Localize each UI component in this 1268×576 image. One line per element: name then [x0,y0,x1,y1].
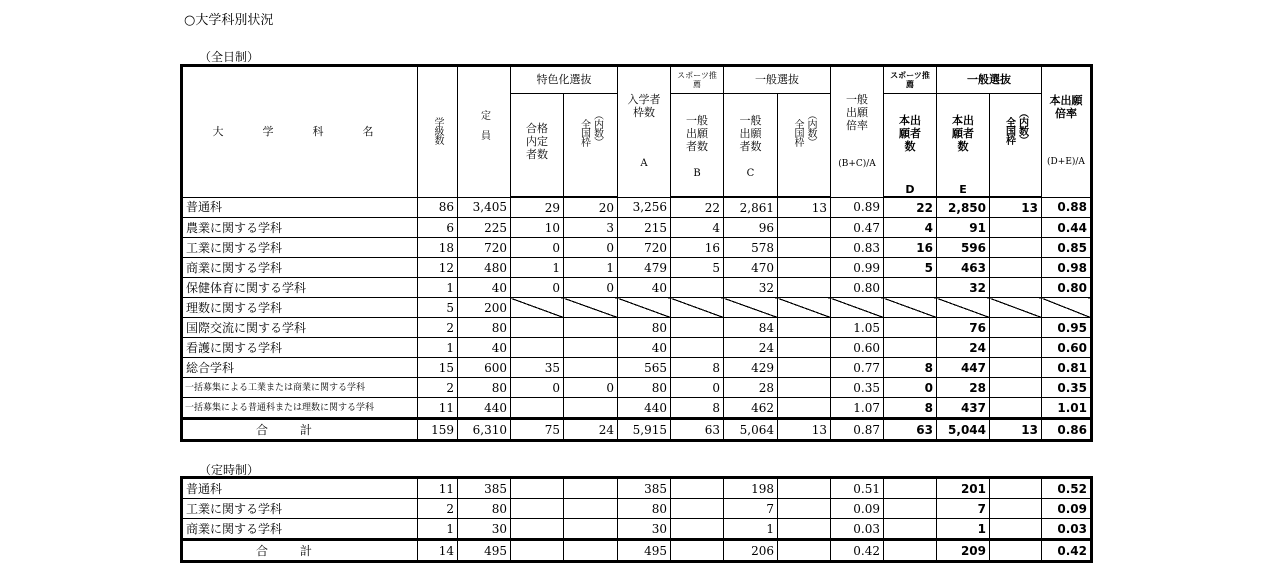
data-cell [564,338,618,358]
data-cell: 565 [618,358,671,378]
data-cell [990,298,1042,318]
data-cell: 0 [511,238,564,258]
data-cell: 2,850 [937,197,990,218]
data-cell: 80 [618,378,671,398]
data-cell [937,298,990,318]
data-cell [990,499,1042,519]
data-cell: 2 [418,499,458,519]
data-cell: 5 [671,258,724,278]
data-cell: 40 [618,338,671,358]
fulltime-table [180,64,1093,442]
data-cell: 13 [778,197,831,218]
data-cell: 720 [618,238,671,258]
data-cell: 1.01 [1042,398,1092,419]
data-cell: 16 [671,238,724,258]
data-cell: 75 [511,419,564,441]
table-row [182,318,1092,338]
data-cell [884,478,937,499]
data-cell: 159 [418,419,458,441]
data-cell: 600 [458,358,511,378]
data-cell: 0 [564,378,618,398]
data-cell [990,278,1042,298]
data-cell: 1 [937,519,990,540]
data-cell [778,358,831,378]
data-cell: 429 [724,358,778,378]
data-cell: 447 [937,358,990,378]
data-cell [564,318,618,338]
data-cell [564,540,618,562]
data-cell: 578 [724,238,778,258]
row-name-cell: 農業に関する学科 [182,218,418,238]
data-cell: 0.85 [1042,238,1092,258]
data-cell: 29 [511,197,564,218]
table-row [182,499,1092,519]
data-cell: 15 [418,358,458,378]
data-cell [990,338,1042,358]
data-cell: 0.80 [831,278,884,298]
data-cell: 495 [618,540,671,562]
row-name-cell: 看護に関する学科 [182,338,418,358]
data-cell [778,499,831,519]
data-cell [778,519,831,540]
data-cell [671,278,724,298]
data-cell: 8 [884,398,937,419]
data-cell: 0.99 [831,258,884,278]
data-cell: 22 [671,197,724,218]
data-cell: 80 [458,499,511,519]
table-total-row [182,540,1092,562]
data-cell [618,298,671,318]
data-cell [990,540,1042,562]
data-cell: 437 [937,398,990,419]
data-cell [990,478,1042,499]
data-cell: 0.77 [831,358,884,378]
data-cell: 0.98 [1042,258,1092,278]
data-cell: 0.47 [831,218,884,238]
data-cell: 22 [884,197,937,218]
data-cell: 11 [418,478,458,499]
data-cell [671,519,724,540]
data-cell: 14 [418,540,458,562]
data-cell [778,338,831,358]
table-row [182,238,1092,258]
data-cell [511,478,564,499]
data-cell [990,238,1042,258]
data-cell: 0 [564,278,618,298]
fulltime-body [182,197,1092,441]
data-cell [671,298,724,318]
data-cell: 0.52 [1042,478,1092,499]
header-row-1 [182,66,1092,94]
col-header-general-ratio: 一般出願倍率 (B+C)/A [831,66,884,198]
row-name-cell: 合計 [182,419,418,441]
data-cell [671,338,724,358]
data-cell [778,238,831,258]
data-cell: 385 [618,478,671,499]
data-cell: 198 [724,478,778,499]
parttime-label: （定時制） [199,463,260,477]
row-name-cell: 工業に関する学科 [182,499,418,519]
data-cell: 720 [458,238,511,258]
row-name-cell: 理数に関する学科 [182,298,418,318]
data-cell: 8 [671,358,724,378]
data-cell: 76 [937,318,990,338]
data-cell: 440 [618,398,671,419]
data-cell [778,318,831,338]
data-cell [884,499,937,519]
data-cell: 0.86 [1042,419,1092,441]
data-cell: 1 [564,258,618,278]
col-header-capacity: 定員 [458,66,511,198]
data-cell: 0.95 [1042,318,1092,338]
row-name-cell: 保健体育に関する学科 [182,278,418,298]
data-cell: 0 [511,278,564,298]
col-header-name: 大 学 科 名 [182,66,418,198]
data-cell: 3 [564,218,618,238]
data-cell [511,519,564,540]
data-cell [990,358,1042,378]
data-cell [564,499,618,519]
data-cell: 11 [418,398,458,419]
data-cell [884,278,937,298]
group-header-final-general: 一般選抜 [937,66,1042,94]
data-cell: 5 [418,298,458,318]
page-heading: ○大学科別状況 [184,13,274,28]
data-cell [778,218,831,238]
row-name-cell: 普通科 [182,197,418,218]
data-cell: 0 [671,378,724,398]
col-header-general-national: 全国枠 （内数） [778,94,831,198]
data-cell: 13 [778,419,831,441]
data-cell: 13 [990,419,1042,441]
data-cell: 470 [724,258,778,278]
data-cell: 18 [418,238,458,258]
table-row [182,338,1092,358]
data-cell [778,258,831,278]
col-header-final-general-applicants: 本出願者数 E [937,94,990,198]
data-cell: 40 [458,278,511,298]
data-cell: 63 [671,419,724,441]
table-row [182,478,1092,499]
data-cell [564,358,618,378]
row-name-cell: 一括募集による普通科または理数に関する学科 [182,398,418,419]
row-name-cell: 総合学科 [182,358,418,378]
data-cell: 30 [618,519,671,540]
group-header-special: 特色化選抜 [511,66,618,94]
data-cell: 0.88 [1042,197,1092,218]
data-cell: 495 [458,540,511,562]
data-cell: 40 [458,338,511,358]
data-cell: 2 [418,378,458,398]
data-cell: 86 [418,197,458,218]
data-cell: 596 [937,238,990,258]
data-cell: 0 [564,238,618,258]
table-row [182,218,1092,238]
data-cell: 5 [884,258,937,278]
data-cell: 0.09 [831,499,884,519]
data-cell: 30 [458,519,511,540]
row-name-cell: 商業に関する学科 [182,519,418,540]
row-name-cell: 商業に関する学科 [182,258,418,278]
data-cell: 462 [724,398,778,419]
data-cell: 0.51 [831,478,884,499]
data-cell: 84 [724,318,778,338]
data-cell [564,398,618,419]
data-cell [990,519,1042,540]
row-name-cell: 普通科 [182,478,418,499]
data-cell: 0.89 [831,197,884,218]
data-cell: 4 [884,218,937,238]
row-name-cell: 工業に関する学科 [182,238,418,258]
data-cell: 16 [884,238,937,258]
data-cell: 463 [937,258,990,278]
fulltime-label: （全日制） [199,50,260,64]
data-cell: 24 [564,419,618,441]
table-row [182,197,1092,218]
data-cell: 201 [937,478,990,499]
data-cell: 1 [724,519,778,540]
data-cell: 91 [937,218,990,238]
data-cell [778,298,831,318]
data-cell: 28 [724,378,778,398]
data-cell [778,398,831,419]
table-row [182,378,1092,398]
data-cell [990,378,1042,398]
data-cell: 2 [418,318,458,338]
data-cell: 28 [937,378,990,398]
data-cell [671,540,724,562]
data-cell [990,258,1042,278]
data-cell [671,478,724,499]
data-cell: 479 [618,258,671,278]
table-row [182,258,1092,278]
data-cell: 6 [418,218,458,238]
col-header-final-ratio: 本出願倍率 (D+E)/A [1042,66,1092,198]
data-cell: 3,405 [458,197,511,218]
data-cell: 80 [458,318,511,338]
data-cell: 8 [671,398,724,419]
data-cell: 0.09 [1042,499,1092,519]
data-cell: 32 [937,278,990,298]
col-header-admission-frame: 入学者枠数 A [618,66,671,198]
data-cell: 96 [724,218,778,238]
data-cell: 2,861 [724,197,778,218]
data-cell [778,378,831,398]
col-header-final-sports-applicants: 本出願者数 D [884,94,937,198]
data-cell: 0.80 [1042,278,1092,298]
data-cell: 0.44 [1042,218,1092,238]
col-header-special-passed: 合格内定者数 [511,94,564,198]
data-cell [511,298,564,318]
data-cell [990,398,1042,419]
data-cell: 0.87 [831,419,884,441]
table-row [182,358,1092,378]
data-cell [884,298,937,318]
table-row [182,519,1092,540]
data-cell [831,298,884,318]
data-cell [884,519,937,540]
data-cell: 0.42 [831,540,884,562]
data-cell: 80 [458,378,511,398]
group-header-general: 一般選抜 [724,66,831,94]
table-row [182,278,1092,298]
row-name-cell: 合計 [182,540,418,562]
row-name-cell: 一括募集による工業または商業に関する学科 [182,378,418,398]
col-header-classes: 学級数 [418,66,458,198]
data-cell: 1 [418,338,458,358]
data-cell: 1 [511,258,564,278]
data-cell [671,318,724,338]
group-header-final-sports: スポーツ推薦 [884,66,937,94]
data-cell: 12 [418,258,458,278]
data-cell: 35 [511,358,564,378]
data-cell: 24 [724,338,778,358]
data-cell: 385 [458,478,511,499]
data-cell [724,298,778,318]
data-cell [884,318,937,338]
data-cell: 3,256 [618,197,671,218]
data-cell: 440 [458,398,511,419]
data-cell: 1.07 [831,398,884,419]
data-cell: 8 [884,358,937,378]
data-cell [990,318,1042,338]
data-cell: 0.81 [1042,358,1092,378]
table-row [182,298,1092,318]
data-cell: 209 [937,540,990,562]
data-cell [990,218,1042,238]
data-cell [564,298,618,318]
data-cell [778,278,831,298]
col-header-sports-applicants: 一般出願者数 B [671,94,724,198]
data-cell: 10 [511,218,564,238]
data-cell: 6,310 [458,419,511,441]
data-cell [511,398,564,419]
data-cell: 13 [990,197,1042,218]
data-cell: 1 [418,519,458,540]
data-cell: 0.35 [831,378,884,398]
table-total-row [182,419,1092,441]
data-cell [778,540,831,562]
data-cell [511,338,564,358]
data-cell: 0.03 [1042,519,1092,540]
data-cell: 7 [724,499,778,519]
group-header-sports: スポーツ推薦 [671,66,724,94]
data-cell: 200 [458,298,511,318]
data-cell [671,499,724,519]
data-cell: 20 [564,197,618,218]
data-cell: 0.35 [1042,378,1092,398]
data-cell: 0.03 [831,519,884,540]
data-cell [1042,298,1092,318]
data-cell [511,540,564,562]
data-cell: 4 [671,218,724,238]
data-cell: 1 [418,278,458,298]
data-cell: 206 [724,540,778,562]
col-header-final-general-national: 全国枠 （内数） [990,94,1042,198]
data-cell: 1.05 [831,318,884,338]
data-cell: 215 [618,218,671,238]
data-cell: 0.60 [831,338,884,358]
parttime-table [180,476,1093,563]
data-cell: 7 [937,499,990,519]
data-cell: 80 [618,318,671,338]
data-cell: 5,044 [937,419,990,441]
data-cell: 5,064 [724,419,778,441]
row-name-cell: 国際交流に関する学科 [182,318,418,338]
col-header-special-national: 全国枠 （内数） [564,94,618,198]
data-cell: 0 [884,378,937,398]
data-cell: 225 [458,218,511,238]
data-cell: 0.42 [1042,540,1092,562]
data-cell: 80 [618,499,671,519]
data-cell: 480 [458,258,511,278]
parttime-body [182,478,1092,562]
data-cell: 32 [724,278,778,298]
data-cell: 0.60 [1042,338,1092,358]
table-row [182,398,1092,419]
data-cell [564,478,618,499]
data-cell: 24 [937,338,990,358]
data-cell [564,519,618,540]
data-cell [884,540,937,562]
data-cell: 0.83 [831,238,884,258]
data-cell [511,318,564,338]
data-cell [778,478,831,499]
data-cell: 0 [511,378,564,398]
data-cell: 63 [884,419,937,441]
data-cell: 40 [618,278,671,298]
data-cell [511,499,564,519]
data-cell [884,338,937,358]
data-cell: 5,915 [618,419,671,441]
col-header-general-applicants: 一般出願者数 C [724,94,778,198]
